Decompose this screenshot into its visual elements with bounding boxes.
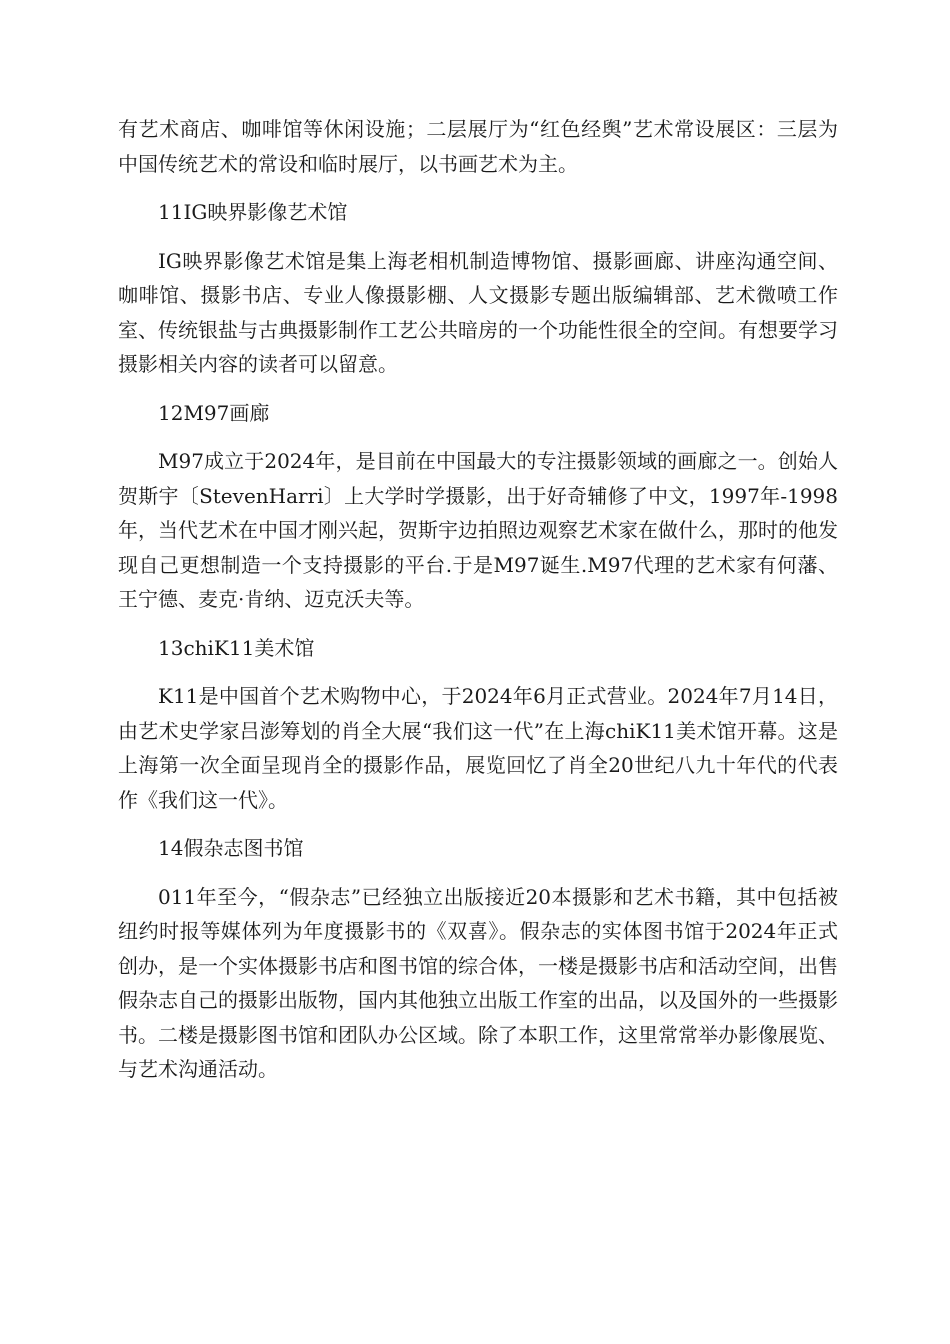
- section-heading-jiazazhi: 14假杂志图书馆: [158, 836, 304, 860]
- paragraph-chik11: K11是中国首个艺术购物中心，于2024年6月正式营业。2024年7月14日，由艺术史学家吕澎筹划的肖全大展“我们这一代”在上海chiK11美术馆开幕。这是上海第一次全面呈现肖全的摄影作品，展览回忆了肖全20世纪八九十年代的代表作《我们这一代》。: [118, 684, 838, 812]
- section-heading-ig-gallery: 11IG映界影像艺术馆: [158, 200, 348, 224]
- paragraph-m97: M97成立于2024年，是目前在中国最大的专注摄影领域的画廊之一。创始人贺斯宇〔StevenHarri〕上大学时学摄影，出于好奇辅修了中文，1997年-1998年，当代艺术在中国才刚兴起，贺斯宇边拍照边观察艺术家在做什么，那时的他发现自己更想制造一个支持摄影的平台.于是M97诞生.M97代理的艺术家有何藩、王宁德、麦克·肯纳、迈克沃夫等。: [118, 449, 838, 611]
- paragraph-jiazazhi: 011年至今，“假杂志”已经独立出版接近20本摄影和艺术书籍，其中包括被纽约时报等媒体列为年度摄影书的《双喜》。假杂志的实体图书馆于2024年正式创办，是一个实体摄影书店和图书馆的综合体，一楼是摄影书店和活动空间，出售假杂志自己的摄影出版物，国内其他独立出版工作室的出品，以及国外的一些摄影书。二楼是摄影图书馆和团队办公区域。除了本职工作，这里常常举办影像展览、与艺术沟通活动。: [118, 884, 838, 1081]
- paragraph-ig-gallery: IG映界影像艺术馆是集上海老相机制造博物馆、摄影画廊、讲座沟通空间、咖啡馆、摄影书店、专业人像摄影棚、人文摄影专题出版编辑部、艺术微喷工作室、传统银盐与古典摄影制作工艺公共暗房的一个功能性很全的空间。有想要学习摄影相关内容的读者可以留意。: [118, 248, 838, 376]
- paragraph-continuation: 有艺术商店、咖啡馆等休闲设施；二层展厅为“红色经舆”艺术常设展区：三层为中国传统艺术的常设和临时展厅，以书画艺术为主。: [118, 117, 838, 176]
- section-heading-m97: 12M97画廊: [158, 400, 270, 425]
- section-heading-chik11: 13chiK11美术馆: [158, 635, 315, 660]
- document-page: [118, 112, 838, 1101]
